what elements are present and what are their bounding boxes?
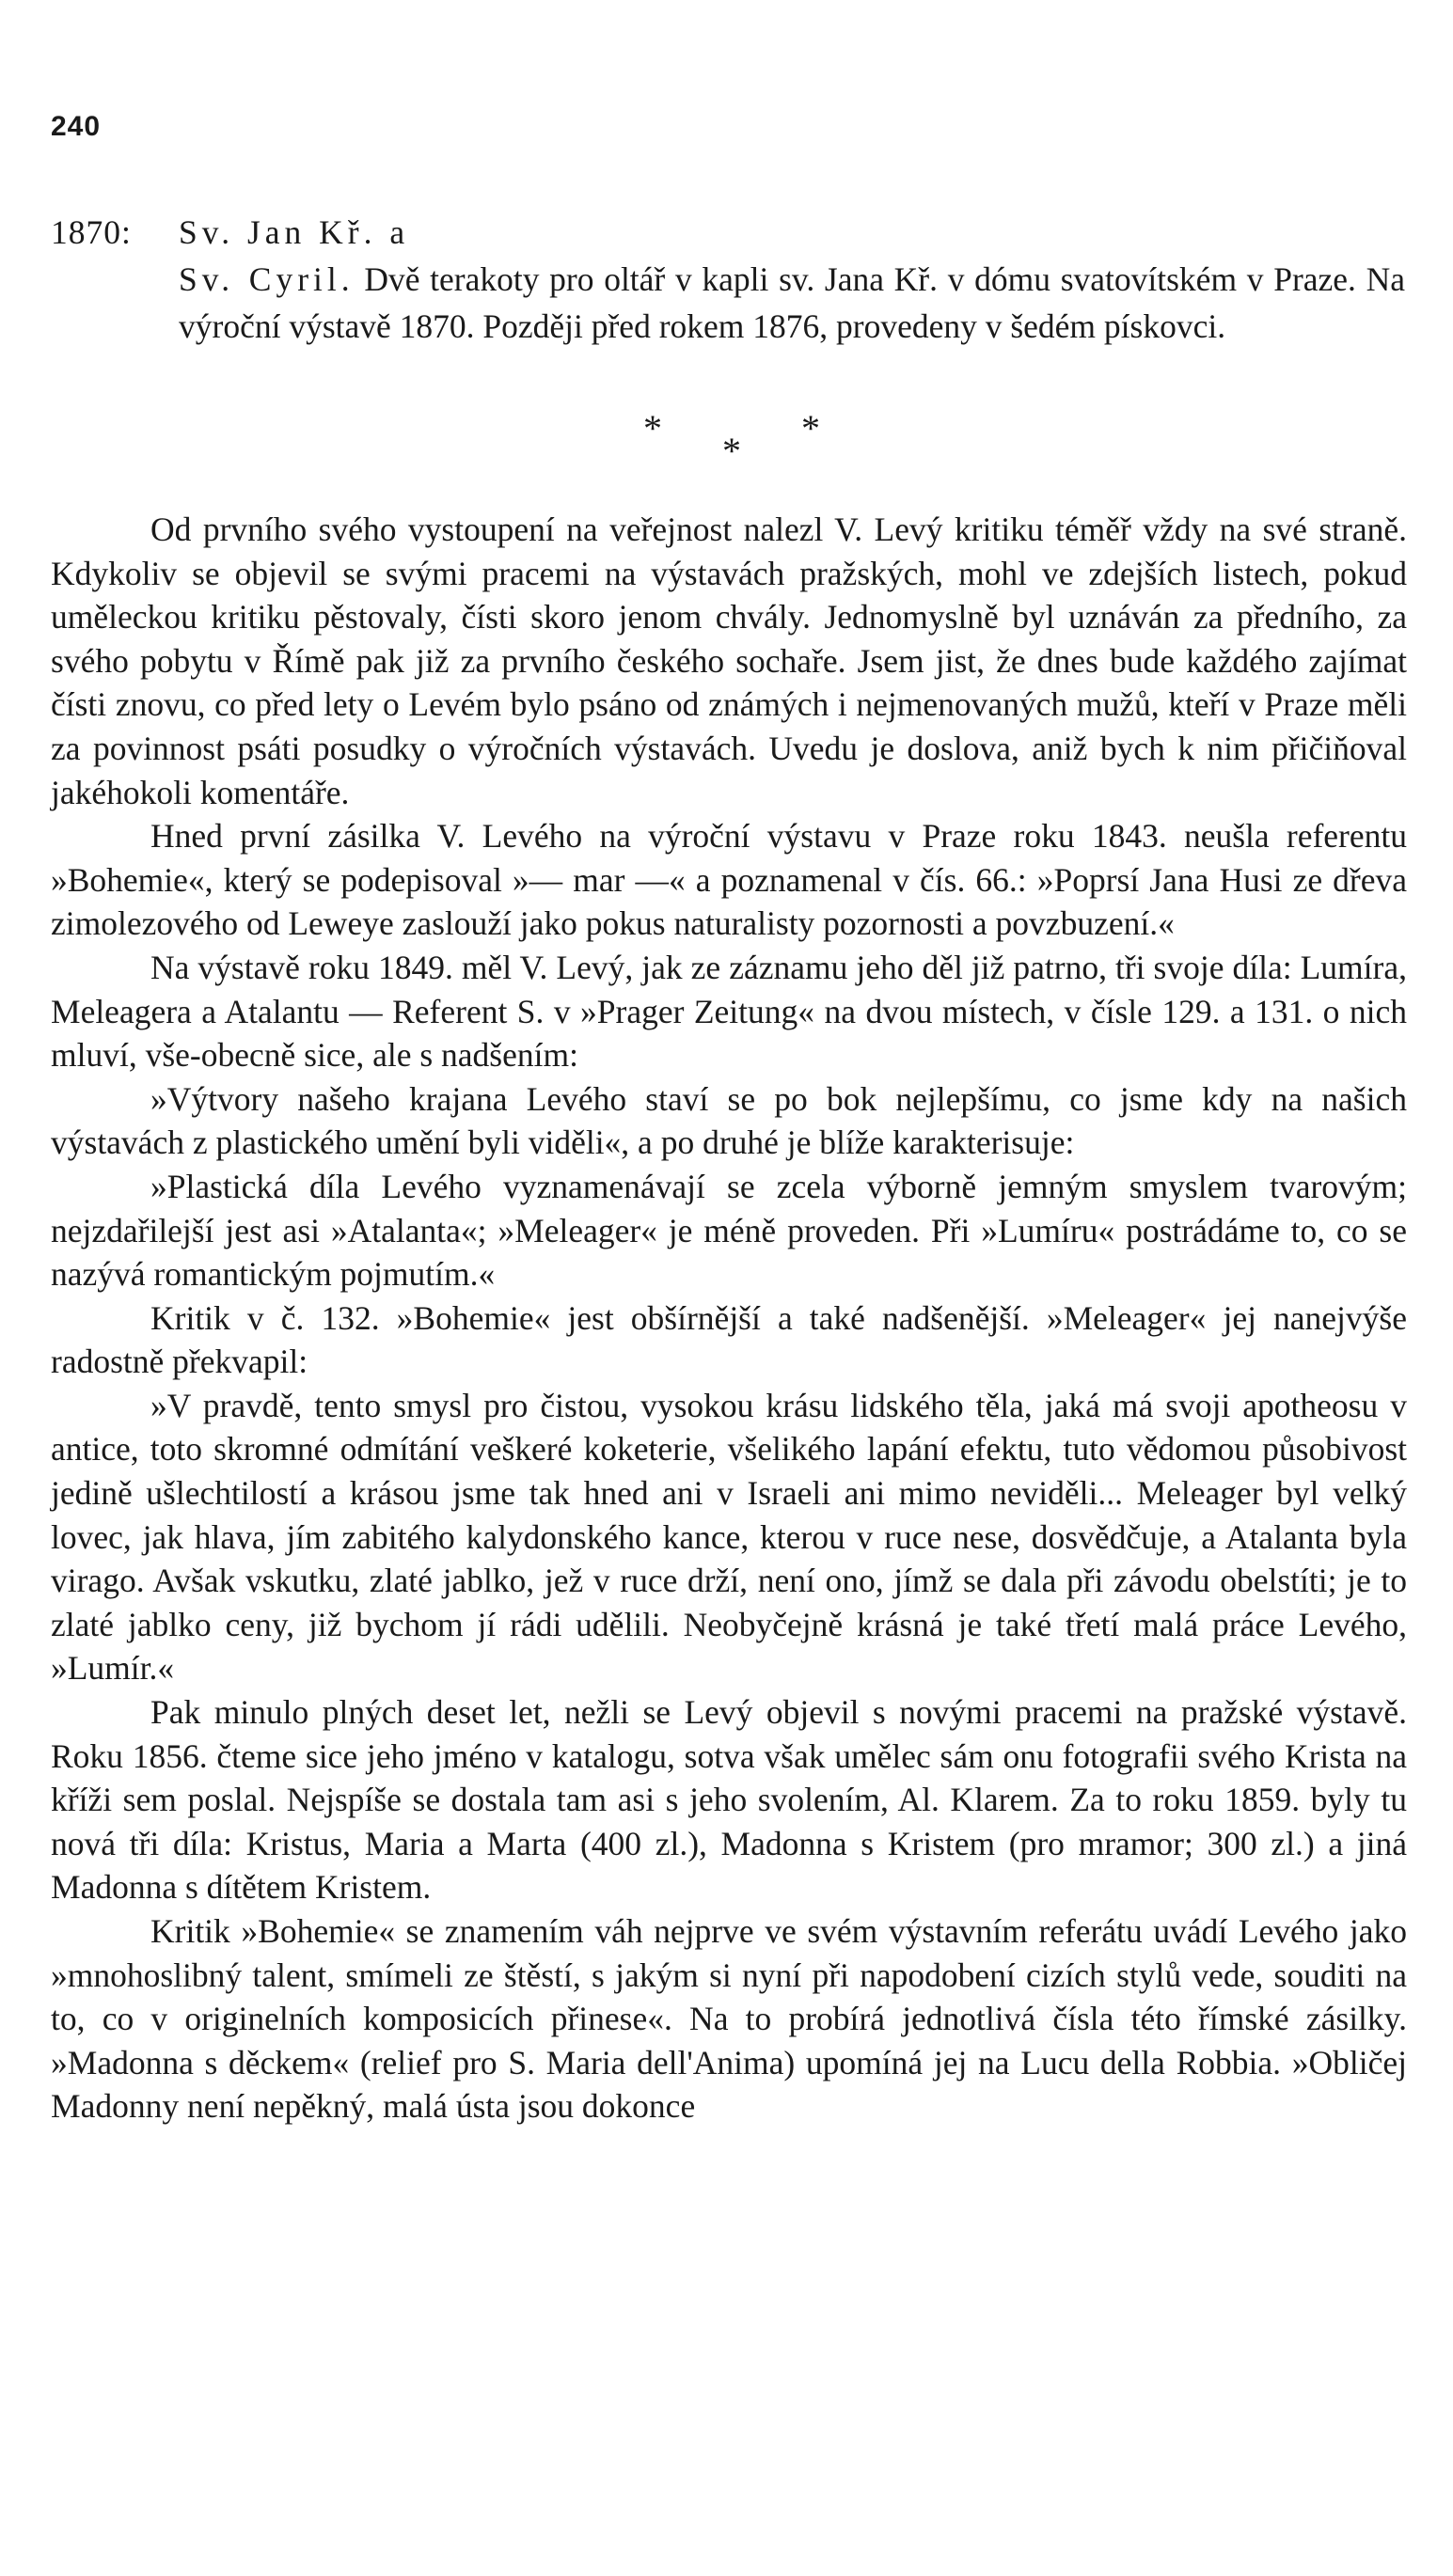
entry-title-2: Sv. Cyril. <box>179 260 355 298</box>
paragraph: Hned první zásilka V. Levého na výroční výstavu v Praze roku 1843. neušla referentu »Bohemie«, který se podepisoval »— mar —« a poznamenal v čís. 66.: »Poprsí Jana Husi ze dřeva zimolezového od Leweye zaslouží jako pokus naturalisty pozornosti a povzbuzení.« <box>51 817 1407 943</box>
paragraph: Od prvního svého vystoupení na veřejnost nalezl V. Levý kritiku téměř vždy na své straně. Kdykoliv se objevil se svými pracemi na výstavách pražských, mohl ve zdejších listech, pokud uměleckou kritiku pěstovaly, čísti skoro jenom chvály. Jednomyslně byl uznáván za předního, za svého pobytu v Římě pak již za prvního českého sochaře. Jsem jist, že dnes bude každého zajímat čísti znovu, co před lety o Levém bylo psáno od známých i nejmenovaných mužů, kteří v Praze měli za povinnost psáti posudky o výročních výstavách. Uvedu je doslova, aniž bych k nim přičiňoval jakéhokoli komentáře. <box>51 510 1407 811</box>
entry-title-1: Sv. Jan Kř. a <box>179 213 410 251</box>
paragraph: Kritik »Bohemie« se znamením váh nejprve ve svém výstavním referátu uvádí Levého jako »mnohoslibný talent, smímeli ze štěstí, s jakým si nyní při napodobení cizích stylů vede, souditi na to, co v originelních komposicích přinese«. Na to probírá jednotlivá čísla této římské zásilky. »Madonna s děckem« (relief pro S. Maria dell'Anima) upomíná jej na Lucu della Robbia. »Obličej Madonny není nepěkný, malá ústa jsou dokonce <box>51 1912 1407 2126</box>
asterisk: * <box>801 407 820 449</box>
asterisk: * <box>643 407 662 449</box>
paragraph: Pak minulo plných deset let, nežli se Levý objevil s novými pracemi na pražské výstavě. Roku 1856. čteme sice jeho jméno v katalogu, sotva však umělec sám onu fotografii svého Krista na kříži sem poslal. Nejspíše se dostala tam asi s jeho svolením, Al. Klarem. Za to roku 1859. byly tu nová tři díla: Kristus, Maria a Marta (400 zl.), Madonna s Kristem (pro mramor; 300 zl.) a jiná Madonna s dítětem Kristem. <box>51 1693 1407 1907</box>
section-separator <box>0 407 1453 472</box>
entry-year: 1870: <box>51 213 132 251</box>
quote-paragraph: »V pravdě, tento smysl pro čistou, vysokou krásu lidského těla, jaká má svoji apotheosu v antice, toto skromné odmítání veškeré koketerie, všelikého lapání efektu, tuto vědomou působivost jedině ušlechtilostí a krásou jsme tak hned ani v Israeli ani mimo neviděli... Meleager byl velký lovec, jak hlava, jím zabitého kalydonského kance, kterou v ruce nese, dosvědčuje, a Atalanta byla virago. Avšak vskutku, zlaté jablko, jež v ruce drží, není ono, jímž se dala při závodu obelstíti; je to zlaté jablko ceny, již bychom jí rádi udělili. Neobyčejně krásná je také třetí malá práce Levého, »Lumír.« <box>51 1386 1407 1688</box>
catalog-entry <box>51 209 1405 350</box>
asterisk: * <box>722 430 741 472</box>
entry-description: Dvě terakoty pro oltář v kapli sv. Jana Kř. v dómu svatovítském v Praze. Na výroční výstavě 1870. Později před rokem 1876, provedeny v šedém pískovci. <box>179 260 1405 345</box>
page-number: 240 <box>51 111 102 142</box>
quote-paragraph: »Plastická díla Levého vyznamenávají se zcela výborně jemným smyslem tvarovým; nejzdařilejší jest asi »Atalanta«; »Meleager« je méně proveden. Při »Lumíru« postrádáme to, co se nazývá romantickým pojmutím.« <box>51 1167 1407 1294</box>
paragraph: Kritik v č. 132. »Bohemie« jest obšírnější a také nadšenější. »Meleager« jej nanejvýše radostně překvapil: <box>51 1298 1407 1381</box>
body-text <box>51 508 1407 2128</box>
paragraph: Na výstavě roku 1849. měl V. Levý, jak ze záznamu jeho děl již patrno, tři svoje díla: Lumíra, Meleagera a Atalantu — Referent S. v »Prager Zeitung« na dvou místech, v čísle 129. a 131. o nich mluví, vše-obecně sice, ale s nadšením: <box>51 948 1407 1075</box>
entry-body <box>179 209 1405 350</box>
quote-paragraph: »Výtvory našeho krajana Levého staví se po bok nejlepšímu, co jsme kdy na našich výstavách z plastického umění byli viděli«, a po druhé je blíže karakterisuje: <box>51 1079 1407 1162</box>
entry-text <box>179 256 1405 350</box>
